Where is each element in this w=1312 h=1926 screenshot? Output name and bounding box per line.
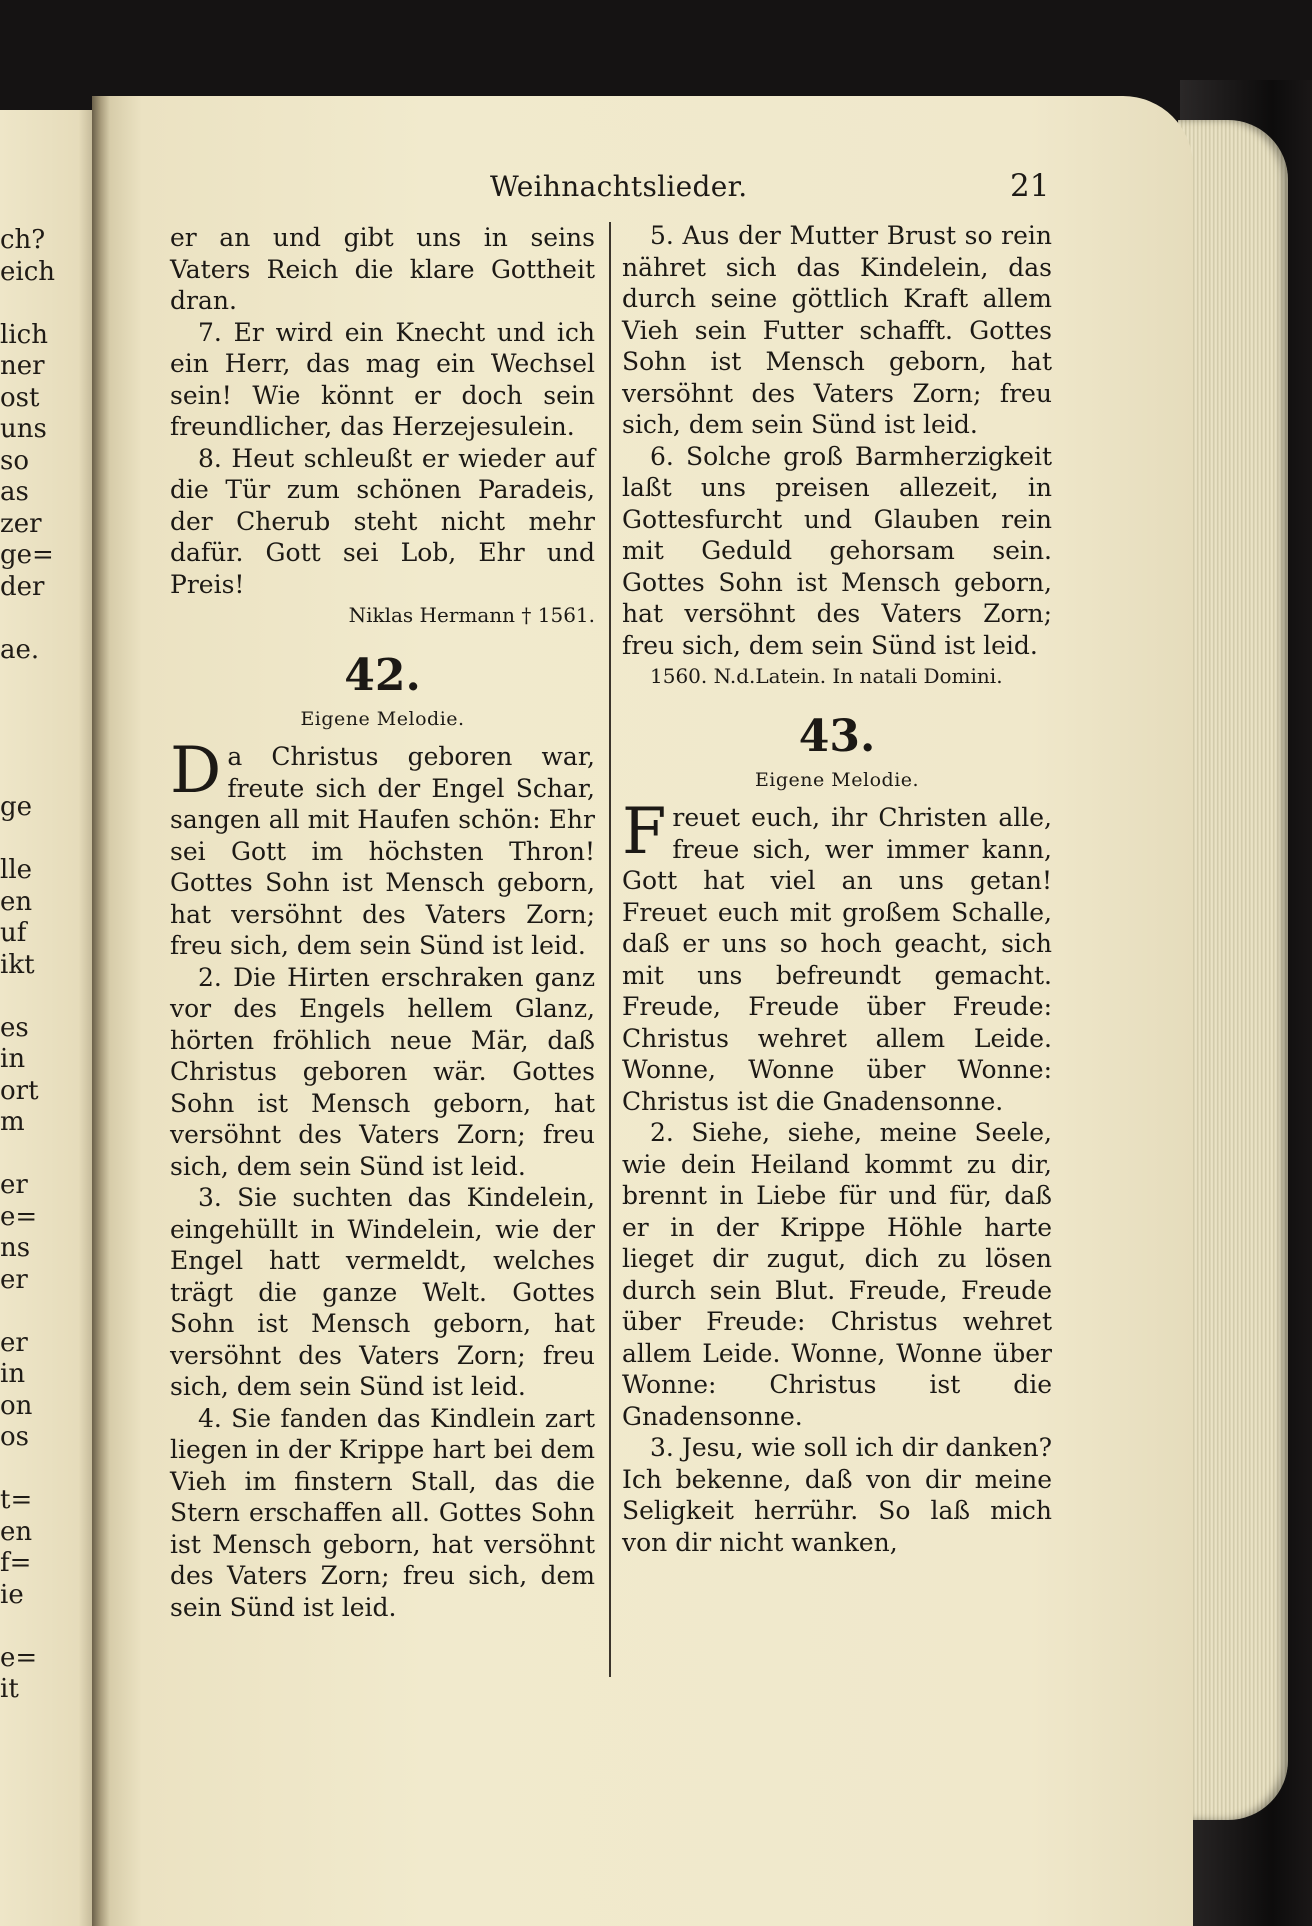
margin-fragment: ost xyxy=(0,382,40,413)
melody-note: Eigene Melodie. xyxy=(754,768,920,791)
margin-fragment: en xyxy=(0,886,33,917)
margin-fragment: uf xyxy=(0,918,27,948)
margin-fragment: ikt xyxy=(0,949,35,980)
margin-fragment: in xyxy=(0,1359,26,1389)
margin-fragment: ge xyxy=(0,792,33,822)
right-column xyxy=(622,220,1052,1558)
drop-cap: D xyxy=(170,734,222,808)
hymn-number-43: 43. xyxy=(798,710,876,762)
margin-fragment: it xyxy=(0,1674,19,1704)
margin-fragment xyxy=(0,1139,60,1171)
hymn-43-verse-3: 3. Jesu, wie soll ich dir danken? Ich bekenne, daß von dir meine Seligkeit herrühr. So laß mich von dir nicht wanken, xyxy=(622,1433,1052,1557)
book-gutter xyxy=(92,96,110,1926)
author-attribution: Niklas Hermann † 1561. xyxy=(348,603,595,627)
verse-1-text: a Christus geboren war, freute sich der Engel Schar, sangen all mit Haufen schön: Ehr sei Gott im höchsten Thron! Gottes Sohn ist Mensch geborn, hat versöhnt des Vaters Zorn; freu sich, dem sein Sünd ist leid. xyxy=(170,742,595,960)
margin-fragment: er xyxy=(0,1327,28,1358)
margin-fragment: f= xyxy=(0,1548,32,1578)
margin-fragment: lich xyxy=(0,319,48,350)
margin-fragment: uns xyxy=(0,414,47,444)
margin-fragment: der xyxy=(0,571,45,602)
margin-fragment: ner xyxy=(0,351,45,381)
verse-7: 7. Er wird ein Knecht und ich ein Herr, das mag ein Wechsel sein! Wie könnt er doch sein freundlicher, das Herzejesulein. xyxy=(170,317,595,441)
margin-fragment: on xyxy=(0,1390,33,1421)
margin-fragment: es xyxy=(0,1012,29,1043)
running-title: Weihnachtslieder. xyxy=(490,170,748,203)
hymn-43-verse-1 xyxy=(622,795,1052,1117)
left-column xyxy=(170,222,595,1623)
margin-fragment xyxy=(0,288,60,320)
drop-cap: F xyxy=(622,795,667,869)
margin-fragment: ge= xyxy=(0,540,54,570)
margin-fragment xyxy=(0,1611,60,1643)
hymn-42-verse-5: 5. Aus der Mutter Brust so rein nähret sich das Kindelein, das durch seine göttlich Kraft allem Vieh sein Futter schafft. Gottes Sohn ist Mensch geborn, hat versöhnt des Vaters Zorn; freu sich, dem sein Sünd ist leid. xyxy=(622,221,1052,439)
hymn-42-verse-2: 2. Die Hirten erschraken ganz vor des Engels hellem Glanz, hörten fröhlich neue Mär, daß Christus geboren wär. Gottes Sohn ist Mensch geborn, hat versöhnt des Vaters Zorn; freu sich, dem sein Sünd ist leid. xyxy=(170,962,595,1181)
margin-fragment xyxy=(0,666,60,698)
margin-fragment: t= xyxy=(0,1485,33,1515)
margin-fragment xyxy=(0,603,60,635)
margin-fragment: in xyxy=(0,1044,26,1074)
margin-fragment: en xyxy=(0,1516,33,1547)
margin-fragment: so xyxy=(0,445,29,476)
margin-fragment xyxy=(0,698,60,730)
left-page-fragments xyxy=(0,225,60,1706)
melody-note: Eigene Melodie. xyxy=(300,707,465,730)
hymn-number-42: 42. xyxy=(344,649,421,701)
verse-1-text: reuet euch, ihr Christen alle, freue sich, wer immer kann, Gott hat viel an uns getan! Freuet euch mit großem Schalle, daß er uns so hoch geacht, sich mit uns befreundt gemacht. Freude, Freude über Freude: Christus wehret allem Leide. Wonne, Wonne über Wonne: Christus ist die Gnadensonne. xyxy=(622,803,1052,1116)
hymn-42-verse-3: 3. Sie suchten das Kindelein, eingehüllt in Windelein, wie der Engel hatt vermeldt, welches trägt die ganze Welt. Gottes Sohn ist Mensch geborn, hat versöhnt des Vaters Zorn; freu sich, dem sein Sünd ist leid. xyxy=(170,1183,595,1401)
margin-fragment xyxy=(0,729,60,761)
margin-fragment: er xyxy=(0,1264,28,1295)
margin-fragment: e= xyxy=(0,1642,38,1673)
margin-fragment xyxy=(0,824,60,856)
margin-fragment: e= xyxy=(0,1201,38,1232)
margin-fragment xyxy=(0,1296,60,1328)
page-number: 21 xyxy=(1010,168,1050,204)
margin-fragment xyxy=(0,981,60,1013)
column-rule xyxy=(609,222,611,1677)
margin-fragment: lle xyxy=(0,855,33,885)
hymn-43-verse-2: 2. Siehe, siehe, meine Seele, wie dein Heiland kommt zu dir, brennt in Liebe für und für, daß er in der Krippe Höhle harte lieget dir zugut, dich zu lösen durch sein Blut. Freude, Freude über Freude: Christus wehret allem Leide. Wonne, Wonne über Wonne: Christus ist die Gnadensonne. xyxy=(622,1118,1052,1431)
hymn-42-verse-6: 6. Solche groß Barmherzigkeit laßt uns preisen allezeit, in Gottesfurcht und Glauben rein mit Geduld gehorsam sein. Gottes Sohn ist Mensch geborn, hat versöhnt des Vaters Zorn; freu sich, dem sein Sünd ist leid. xyxy=(622,441,1052,660)
hymn-42-verse-4: 4. Sie fanden das Kindlein zart liegen in der Krippe hart bei dem Vieh im finstern Stall, das die Stern erschaffen all. Gottes Sohn ist Mensch geborn, hat versöhnt des Vaters Zorn; freu sich, dem sein Sünd ist leid. xyxy=(170,1403,595,1622)
margin-fragment: as xyxy=(0,477,29,507)
hymn-origin: 1560. N.d.Latein. In natali Domini. xyxy=(650,664,1003,688)
verse-continuation: er an und gibt uns in seins Vaters Reich die klare Gottheit dran. xyxy=(170,223,595,315)
page-edges xyxy=(1178,120,1288,1820)
margin-fragment: eich xyxy=(0,256,56,287)
margin-fragment: ort xyxy=(0,1075,39,1106)
margin-fragment: ae. xyxy=(0,634,40,665)
margin-fragment: ie xyxy=(0,1579,24,1610)
hymn-42-verse-1 xyxy=(170,734,595,962)
margin-fragment: os xyxy=(0,1422,29,1452)
margin-fragment: ch? xyxy=(0,225,46,255)
margin-fragment xyxy=(0,1454,60,1486)
margin-fragment: er xyxy=(0,1170,28,1200)
verse-8: 8. Heut schleußt er wieder auf die Tür zum schönen Paradeis, der Cherub steht nicht mehr dafür. Gott sei Lob, Ehr und Preis! xyxy=(170,443,595,599)
margin-fragment: m xyxy=(0,1107,25,1137)
margin-fragment: ns xyxy=(0,1233,31,1263)
margin-fragment: zer xyxy=(0,508,42,539)
margin-fragment xyxy=(0,761,60,793)
